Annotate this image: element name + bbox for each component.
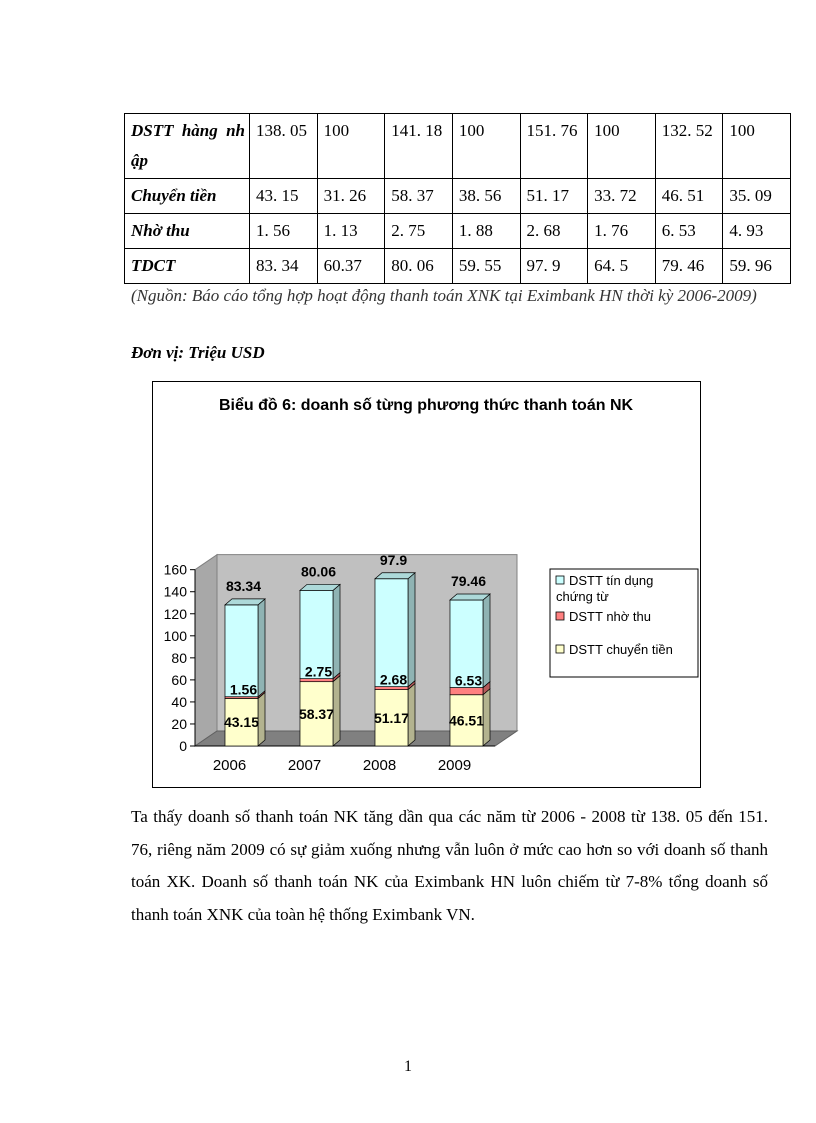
row-label: DSTT hàng nhập [125, 114, 250, 179]
table-row [125, 249, 791, 284]
table-cell: 2. 75 [385, 214, 453, 249]
legend-swatch [556, 612, 564, 620]
y-tick-label: 20 [171, 715, 187, 732]
x-tick-label: 2006 [212, 757, 247, 774]
table-cell: 51. 17 [520, 179, 588, 214]
table-cell: 35. 09 [723, 179, 791, 214]
data-label: 80.06 [300, 563, 337, 580]
bar-side [483, 689, 490, 746]
data-label: 58.37 [298, 705, 335, 722]
y-tick-label: 40 [171, 693, 187, 710]
table-cell: 1. 56 [250, 214, 318, 249]
table-cell: 31. 26 [317, 179, 385, 214]
table-cell: 64. 5 [588, 249, 656, 284]
table-cell: 80. 06 [385, 249, 453, 284]
legend-label: DSTT chuyển tiền [569, 642, 673, 657]
legend-swatch [556, 576, 564, 584]
page-number: 1 [404, 1058, 412, 1075]
table-cell: 100 [588, 114, 656, 179]
y-tick-label: 160 [163, 561, 187, 578]
table-row [125, 114, 791, 179]
unit-label: Đơn vị: Triệu USD [131, 343, 265, 362]
data-label: 46.51 [448, 712, 485, 729]
bar-side [483, 594, 490, 688]
y-tick-label: 0 [179, 738, 187, 754]
x-tick-label: 2007 [287, 757, 322, 774]
table-cell: 59. 96 [723, 249, 791, 284]
bar-side [258, 692, 265, 746]
table-cell: 79. 46 [655, 249, 723, 284]
table-cell: 59. 55 [452, 249, 520, 284]
data-label: 97.9 [379, 551, 408, 568]
data-label: 6.53 [454, 672, 483, 689]
table-cell: 100 [723, 114, 791, 179]
table-cell: 1. 76 [588, 214, 656, 249]
data-label: 43.15 [223, 714, 260, 731]
x-tick-label: 2009 [437, 757, 472, 774]
y-tick-label: 80 [171, 649, 187, 666]
body-paragraph: Ta thấy doanh số thanh toán NK tăng dần qua các năm từ 2006 - 2008 từ 138. 05 đến 151. 76, riêng năm 2009 có sự giảm xuống nhưng vẫn luôn ở mức cao hơn so với doanh số thanh toán XK. Doanh số thanh toán NK của Eximbank HN luôn chiếm từ 7-8% tổng doanh số thanh toán XNK của toàn hệ thống Eximbank VN. [131, 807, 768, 924]
data-label: 51.17 [373, 709, 410, 726]
chart-svg [153, 382, 700, 787]
y-tick-label: 140 [163, 583, 187, 600]
bar-top [300, 584, 340, 590]
table-row [125, 214, 791, 249]
table-cell: 2. 68 [520, 214, 588, 249]
table-cell: 1. 88 [452, 214, 520, 249]
y-tick-label: 60 [171, 671, 187, 688]
bar-segment [450, 688, 483, 695]
table-cell: 6. 53 [655, 214, 723, 249]
table-cell: 43. 15 [250, 179, 318, 214]
bar-top [225, 599, 265, 605]
stacked-bar-chart [152, 381, 701, 788]
data-label: 2.75 [304, 663, 333, 680]
legend-label: DSTT tín dụng [569, 573, 654, 588]
data-label: 2.68 [379, 671, 408, 688]
row-label: Chuyển tiền [125, 179, 250, 214]
source-note: (Nguồn: Báo cáo tổng hợp hoạt động thanh toán XNK tại Eximbank HN thời kỳ 2006-2009) [131, 286, 757, 305]
legend-label: chứng từ [556, 589, 609, 604]
row-label: Nhờ thu [125, 214, 250, 249]
table-cell: 58. 37 [385, 179, 453, 214]
table-cell: 83. 34 [250, 249, 318, 284]
table-cell: 151. 76 [520, 114, 588, 179]
row-label: TDCT [125, 249, 250, 284]
table-cell: 38. 56 [452, 179, 520, 214]
data-label: 1.56 [229, 681, 258, 698]
table-cell: 100 [452, 114, 520, 179]
data-label: 83.34 [225, 577, 262, 594]
legend-label: DSTT nhờ thu [569, 609, 651, 624]
y-tick-label: 100 [163, 627, 187, 644]
bar-top [375, 573, 415, 579]
table-cell: 4. 93 [723, 214, 791, 249]
table-cell: 97. 9 [520, 249, 588, 284]
bar-side [333, 676, 340, 746]
chart-title: Biểu đồ 6: doanh số từng phương thức thanh toán NK [218, 397, 634, 414]
table-cell: 100 [317, 114, 385, 179]
chart-side-wall [195, 555, 217, 746]
table-row [125, 179, 791, 214]
bar-side [258, 599, 265, 697]
table-cell: 1. 13 [317, 214, 385, 249]
table-cell: 141. 18 [385, 114, 453, 179]
payment-table [124, 113, 791, 284]
y-tick-label: 120 [163, 605, 187, 622]
bar-side [333, 584, 340, 678]
table-cell: 60.37 [317, 249, 385, 284]
bar-side [408, 573, 415, 687]
bar-side [408, 684, 415, 746]
data-label: 79.46 [450, 572, 487, 589]
table-cell: 33. 72 [588, 179, 656, 214]
bar-top [450, 594, 490, 600]
x-tick-label: 2008 [362, 757, 397, 774]
table-cell: 138. 05 [250, 114, 318, 179]
bar-segment [375, 579, 408, 687]
legend-swatch [556, 645, 564, 653]
table-cell: 46. 51 [655, 179, 723, 214]
table-cell: 132. 52 [655, 114, 723, 179]
